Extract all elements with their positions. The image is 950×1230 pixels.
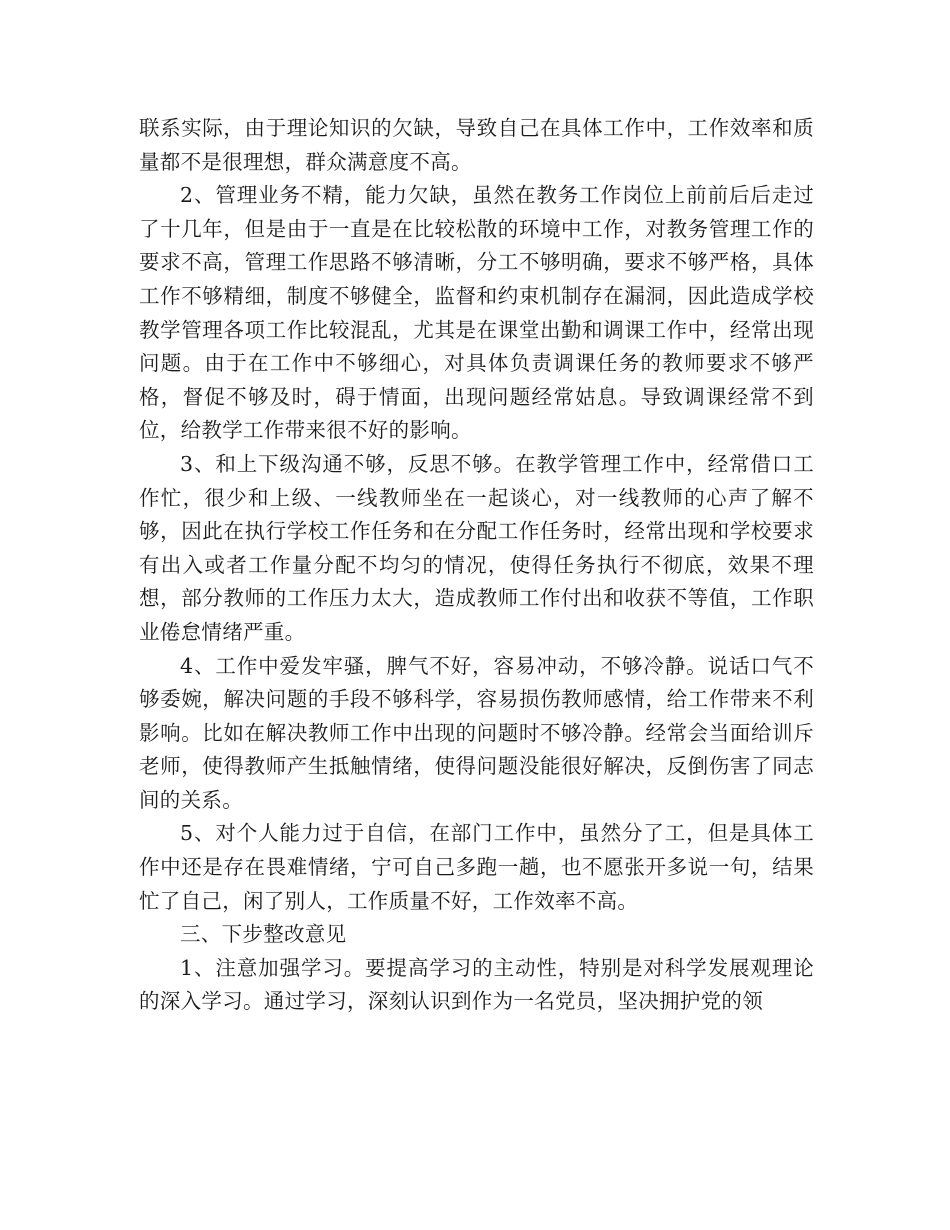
paragraph-item-3: 3、和上下级沟通不够，反思不够。在教学管理工作中，经常借口工作忙，很少和上级、一线教师坐在一起谈心，对一线教师的心声了解不够，因此在执行学校工作任务和在分配工作任务时，经常出现和学校要求有出入或者工作量分配不均匀的情况，使得任务执行不彻底，效果不理想，部分教师的工作压力太大，造成教师工作付出和收获不等值，工作职业倦怠情绪严重。 [139,451,814,644]
paragraph-item-4: 4、工作中爱发牢骚，脾气不好，容易冲动，不够冷静。说话口气不够委婉，解决问题的手段不够科学，容易损伤教师感情，给工作带来不利影响。比如在解决教师工作中出现的问题时不够冷静。经常会当面给训斥老师，使得教师产生抵触情绪，使得问题没能很好解决，反倒伤害了同志间的关系。 [139,653,814,812]
document-body [139,112,814,1019]
paragraph-item-2: 2、管理业务不精，能力欠缺，虽然在教务工作岗位上前前后后走过了十几年，但是由于一直是在比较松散的环境中工作，对教务管理工作的要求不高，管理工作思路不够清晰，分工不够明确，要求不够严格，具体工作不够精细，制度不够健全，监督和约束机制存在漏洞，因此造成学校教学管理各项工作比较混乱，尤其是在课堂出勤和调课工作中，经常出现问题。由于在工作中不够细心，对具体负责调课任务的教师要求不够严格，督促不够及时，碍于情面，出现问题经常姑息。导致调课经常不到位，给教学工作带来很不好的影响。 [139,183,814,443]
paragraph-continuation: 联系实际，由于理论知识的欠缺，导致自己在具体工作中，工作效率和质量都不是很理想，群众满意度不高。 [139,116,814,174]
section-heading: 三、下步整改意见 [180,922,347,947]
paragraph-item-5: 5、对个人能力过于自信，在部门工作中，虽然分了工，但是具体工作中还是存在畏难情绪，宁可自己多跑一趟，也不愿张开多说一句，结果忙了自己，闲了别人，工作质量不好，工作效率不高。 [139,821,814,913]
paragraph-improvement-1: 1、注意加强学习。要提高学习的主动性，特别是对科学发展观理论的深入学习。通过学习，深刻认识到作为一名党员，坚决拥护党的领 [139,955,814,1014]
